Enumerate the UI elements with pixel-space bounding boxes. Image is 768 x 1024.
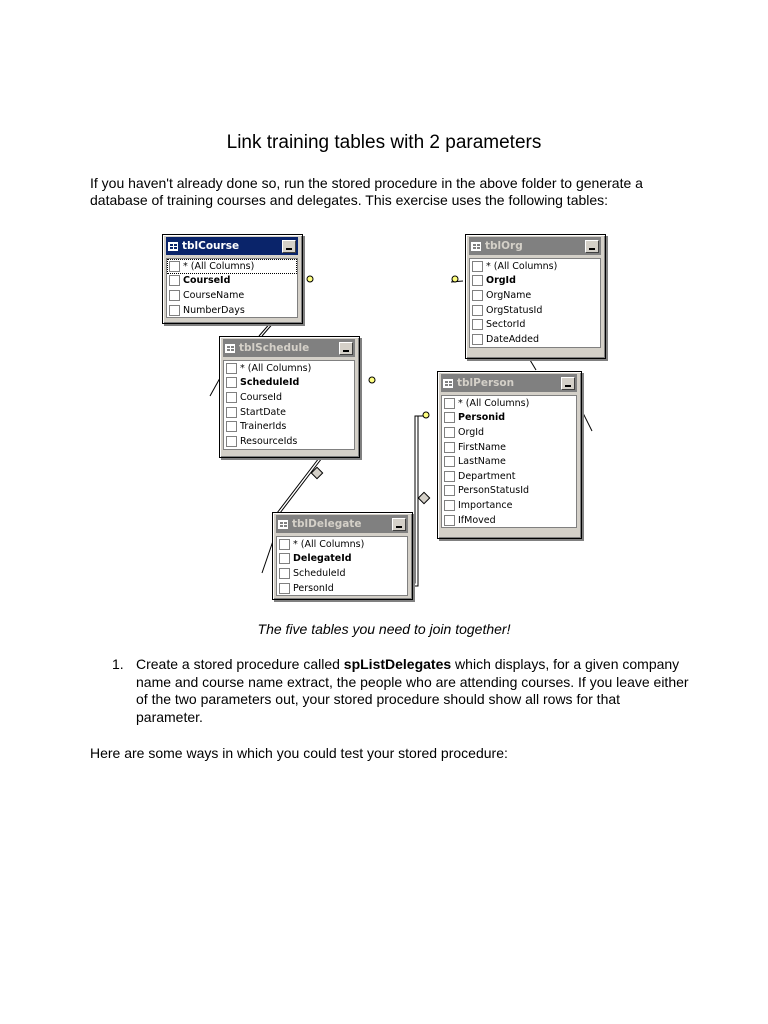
column-name: Department xyxy=(458,470,516,482)
column-row[interactable] xyxy=(442,454,576,469)
column-name: StartDate xyxy=(240,406,286,418)
column-checkbox[interactable] xyxy=(472,319,483,330)
table-name: tblCourse xyxy=(182,240,240,252)
column-checkbox[interactable] xyxy=(169,275,180,286)
column-checkbox[interactable] xyxy=(444,515,455,526)
column-row[interactable] xyxy=(167,274,297,289)
column-name: OrgStatusId xyxy=(486,304,543,316)
column-row[interactable] xyxy=(442,498,576,513)
exercise-step-1 xyxy=(90,656,690,726)
minimize-button[interactable] xyxy=(585,240,599,253)
column-row[interactable] xyxy=(277,566,407,581)
table-title-bar[interactable] xyxy=(441,374,577,392)
column-checkbox[interactable] xyxy=(472,261,483,272)
column-checkbox[interactable] xyxy=(472,275,483,286)
column-row[interactable] xyxy=(470,317,600,332)
column-name: PersonStatusId xyxy=(458,485,530,497)
table-grid-icon xyxy=(278,520,288,529)
column-checkbox[interactable] xyxy=(226,407,237,418)
table-tblOrg[interactable] xyxy=(465,234,606,359)
column-name: LastName xyxy=(458,456,506,468)
column-row[interactable] xyxy=(470,259,600,274)
table-tblDelegate[interactable] xyxy=(272,512,413,600)
column-row[interactable] xyxy=(167,303,297,318)
column-name: ScheduleId xyxy=(240,377,300,389)
column-checkbox[interactable] xyxy=(279,539,290,550)
column-name: * (All Columns) xyxy=(486,260,558,272)
minimize-button[interactable] xyxy=(561,377,575,390)
column-row[interactable] xyxy=(442,469,576,484)
table-grid-icon xyxy=(471,242,481,251)
column-checkbox[interactable] xyxy=(279,553,290,564)
column-name: * (All Columns) xyxy=(458,397,530,409)
table-name: tblPerson xyxy=(457,377,515,389)
column-checkbox[interactable] xyxy=(444,427,455,438)
column-checkbox[interactable] xyxy=(169,261,180,272)
column-name: DateAdded xyxy=(486,333,539,345)
column-name: DelegateId xyxy=(293,553,352,565)
column-row[interactable] xyxy=(470,332,600,347)
column-row[interactable] xyxy=(224,434,354,449)
column-checkbox[interactable] xyxy=(472,334,483,345)
table-diagram xyxy=(150,228,610,608)
table-tblPerson[interactable] xyxy=(437,371,582,539)
column-checkbox[interactable] xyxy=(169,290,180,301)
column-checkbox[interactable] xyxy=(444,442,455,453)
column-name: * (All Columns) xyxy=(240,362,312,374)
column-row[interactable] xyxy=(470,303,600,318)
column-name: ScheduleId xyxy=(293,567,346,579)
column-name: ResourceIds xyxy=(240,435,298,447)
column-checkbox[interactable] xyxy=(472,290,483,301)
column-list[interactable] xyxy=(441,395,577,528)
column-row[interactable] xyxy=(442,396,576,411)
table-grid-icon xyxy=(168,242,178,251)
column-row[interactable] xyxy=(470,288,600,303)
column-checkbox[interactable] xyxy=(444,485,455,496)
column-name: * (All Columns) xyxy=(293,538,365,550)
column-row[interactable] xyxy=(442,411,576,426)
column-row[interactable] xyxy=(224,419,354,434)
key-icon-person xyxy=(423,412,429,418)
column-list[interactable] xyxy=(469,258,601,348)
table-title-bar[interactable] xyxy=(166,237,298,255)
page-title: Link training tables with 2 parameters xyxy=(226,132,542,153)
column-row[interactable] xyxy=(277,581,407,596)
table-name: tblSchedule xyxy=(239,342,310,354)
minimize-button[interactable] xyxy=(282,240,296,253)
column-checkbox[interactable] xyxy=(444,412,455,423)
step-text-pre: Create a stored procedure called xyxy=(136,656,344,672)
key-icon-org xyxy=(452,276,458,282)
intro-paragraph: If you haven't already done so, run the stored procedure in the above folder to generate a database of training courses and delegates. This exercise uses the following tables: xyxy=(90,175,643,208)
column-row[interactable] xyxy=(442,425,576,440)
table-tblSchedule[interactable] xyxy=(219,336,360,458)
column-name: PersonId xyxy=(293,582,334,594)
column-row[interactable] xyxy=(277,552,407,567)
table-tblCourse[interactable] xyxy=(162,234,303,324)
exercise-list xyxy=(90,656,690,726)
column-row[interactable] xyxy=(224,376,354,391)
column-name: FirstName xyxy=(458,441,507,453)
column-name: CourseId xyxy=(183,275,231,287)
column-checkbox[interactable] xyxy=(444,471,455,482)
minimize-button[interactable] xyxy=(339,342,353,355)
key-icon-course xyxy=(307,276,313,282)
table-title-bar[interactable] xyxy=(276,515,408,533)
column-checkbox[interactable] xyxy=(226,392,237,403)
column-row[interactable] xyxy=(167,288,297,303)
column-row[interactable] xyxy=(470,274,600,289)
column-checkbox[interactable] xyxy=(444,398,455,409)
column-checkbox[interactable] xyxy=(472,305,483,316)
link-org-person xyxy=(530,360,536,370)
column-name: Personid xyxy=(458,412,506,424)
table-title-bar[interactable] xyxy=(223,339,355,357)
table-name: tblDelegate xyxy=(292,518,362,530)
column-row[interactable] xyxy=(442,484,576,499)
column-checkbox[interactable] xyxy=(444,456,455,467)
column-row[interactable] xyxy=(442,440,576,455)
column-name: OrgName xyxy=(486,289,532,301)
column-checkbox[interactable] xyxy=(226,377,237,388)
column-name: CourseName xyxy=(183,289,245,301)
column-row[interactable] xyxy=(277,537,407,552)
column-checkbox[interactable] xyxy=(169,305,180,316)
column-checkbox[interactable] xyxy=(279,583,290,594)
column-name: Importance xyxy=(458,499,513,511)
link-person-right xyxy=(582,411,592,431)
outro-paragraph: Here are some ways in which you could test your stored procedure: xyxy=(90,745,508,761)
column-name: OrgId xyxy=(458,426,485,438)
column-row[interactable] xyxy=(442,513,576,528)
column-list[interactable] xyxy=(223,360,355,450)
table-grid-icon xyxy=(225,344,235,353)
procedure-name: spListDelegates xyxy=(343,656,452,672)
link-schedule-delegate xyxy=(277,458,322,513)
column-name: IfMoved xyxy=(458,514,496,526)
column-checkbox[interactable] xyxy=(444,500,455,511)
column-row[interactable] xyxy=(224,390,354,405)
column-name: * (All Columns) xyxy=(183,260,255,272)
join-diamond-2 xyxy=(418,492,429,503)
column-name: OrgId xyxy=(486,275,516,287)
step-number: 1. xyxy=(112,656,124,672)
column-checkbox[interactable] xyxy=(226,363,237,374)
column-checkbox[interactable] xyxy=(226,436,237,447)
key-icon-schedule xyxy=(369,377,375,383)
column-name: SectorId xyxy=(486,319,526,331)
column-row[interactable] xyxy=(167,259,297,274)
table-name: tblOrg xyxy=(485,240,523,252)
table-grid-icon xyxy=(443,379,453,388)
minimize-button[interactable] xyxy=(392,518,406,531)
column-name: CourseId xyxy=(240,391,282,403)
column-row[interactable] xyxy=(224,361,354,376)
column-row[interactable] xyxy=(224,405,354,420)
table-title-bar[interactable] xyxy=(469,237,601,255)
column-name: NumberDays xyxy=(183,304,245,316)
column-checkbox[interactable] xyxy=(226,421,237,432)
diagram-caption: The five tables you need to join together! xyxy=(257,621,511,637)
column-list[interactable] xyxy=(276,536,408,596)
step-text-post: which displays, for a given company name and course name extract, the people who are attending courses. If you leave either of the two parameters out, your stored procedure should show all rows for that parameter. xyxy=(136,656,689,725)
column-name: TrainerIds xyxy=(240,421,287,433)
column-checkbox[interactable] xyxy=(279,568,290,579)
column-list[interactable] xyxy=(166,258,298,318)
